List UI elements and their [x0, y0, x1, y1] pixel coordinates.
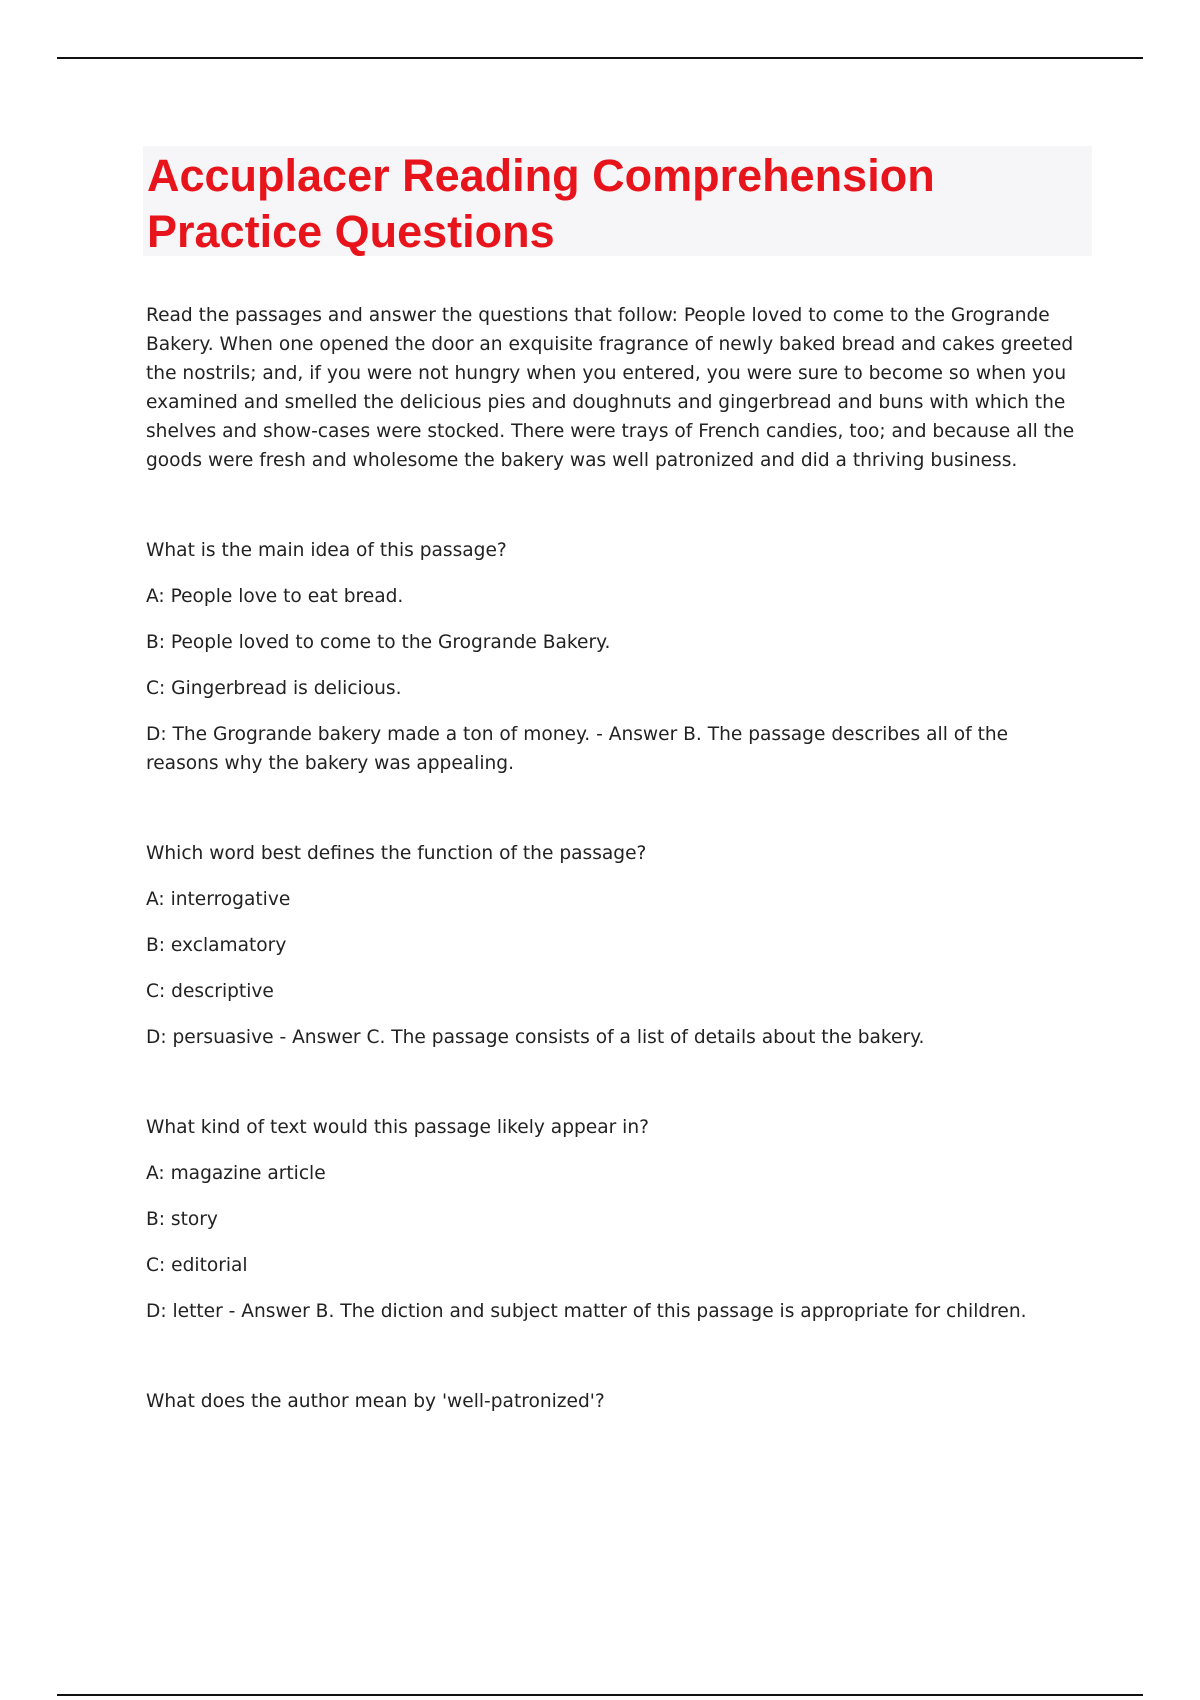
answer-option: B: story: [146, 1209, 218, 1230]
question-text: What kind of text would this passage likely appear in?: [146, 1117, 650, 1138]
answer-option: C: descriptive: [146, 981, 274, 1002]
answer-option: B: exclamatory: [146, 935, 287, 956]
answer-option: A: People love to eat bread.: [146, 586, 404, 607]
page-bottom-rule: [57, 1694, 1143, 1696]
document-body: [146, 301, 1086, 1416]
answer-option: D: The Grogrande bakery made a ton of money. - Answer B. The passage describes all of the reasons why the bakery was appealing.: [146, 724, 1009, 774]
answer-option: A: interrogative: [146, 889, 291, 910]
answer-option: D: letter - Answer B. The diction and subject matter of this passage is appropriate for children.: [146, 1301, 1027, 1322]
document-title: Accuplacer Reading Comprehension Practice Questions: [147, 150, 935, 257]
answer-option: C: Gingerbread is delicious.: [146, 678, 402, 699]
answer-option: B: People loved to come to the Grogrande Bakery.: [146, 632, 611, 653]
question-block: [146, 1113, 1086, 1326]
title-banner: [143, 146, 1092, 256]
page-top-rule: [57, 57, 1143, 59]
question-text: What is the main idea of this passage?: [146, 540, 507, 561]
question-block: [146, 536, 1086, 778]
answer-option: D: persuasive - Answer C. The passage consists of a list of details about the bakery.: [146, 1027, 925, 1048]
answer-option: C: editorial: [146, 1255, 248, 1276]
question-text: Which word best defines the function of the passage?: [146, 843, 647, 864]
question-text: What does the author mean by 'well-patronized'?: [146, 1391, 605, 1412]
passage-text: Read the passages and answer the questions that follow: People loved to come to the Grogrande Bakery. When one opened the door an exquisite fragrance of newly baked bread and cakes greeted the nostrils; and, if you were not hungry when you entered, you were sure to become so when you examined and smelled the delicious pies and doughnuts and gingerbread and buns with which the shelves and show-cases were stocked. There were trays of French candies, too; and because all the goods were fresh and wholesome the bakery was well patronized and did a thriving business.: [146, 305, 1075, 471]
answer-option: A: magazine article: [146, 1163, 326, 1184]
question-block: [146, 1387, 1086, 1416]
question-block: [146, 839, 1086, 1052]
